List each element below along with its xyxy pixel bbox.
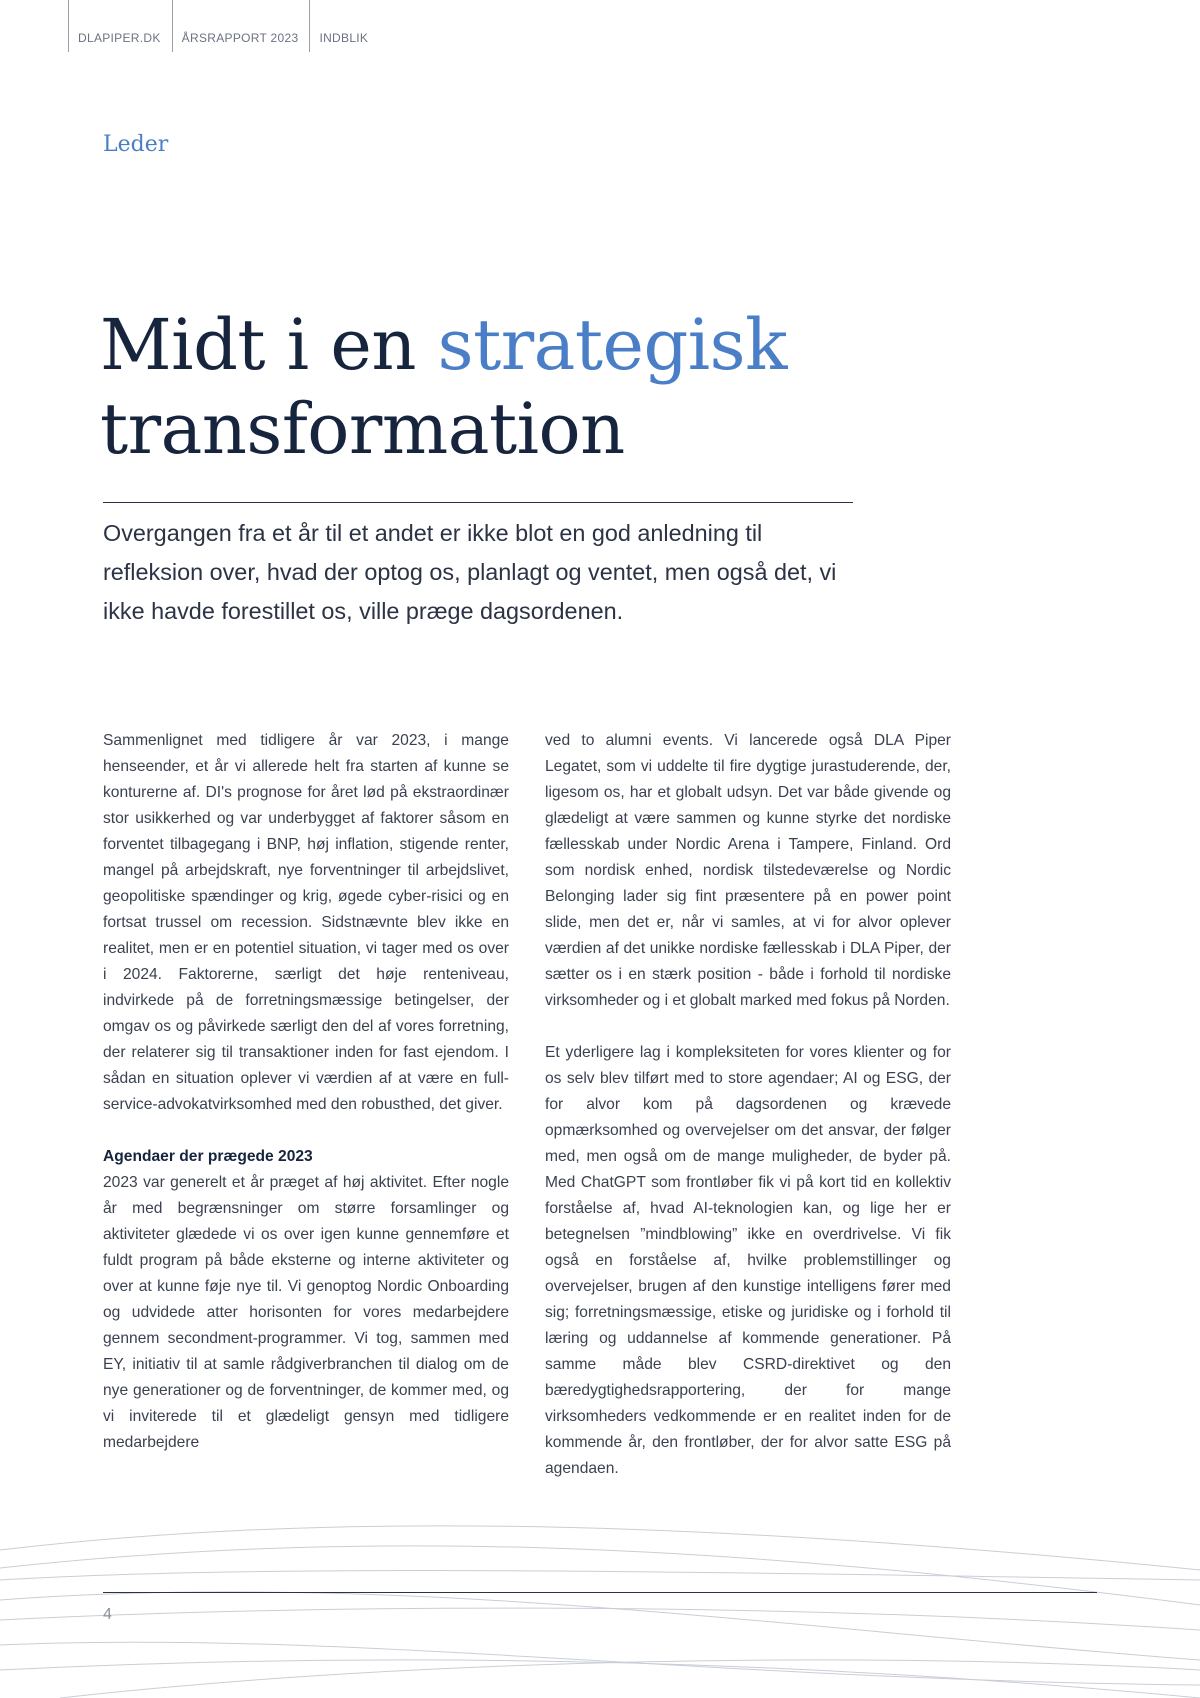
body-paragraph: ved to alumni events. Vi lancerede også DLA Piper Legatet, som vi uddelte til fire dygtige jurastuderende, der, ligesom os, har et globalt udsyn. Det var både givende og glædeligt at være sammen og kunne styrke det nordiske fællesskab under Nordic Arena i Tampere, Finland. Ord som nordisk enhed, nordisk tilstedeværelse og Nordic Belonging lader sig fint præsentere på en power point slide, men det er, når vi samles, at vi for alvor oplever værdien af det unikke nordiske fællesskab i DLA Piper, der sætter os i en stærk position - både i forhold til nordiske virksomheder og i et globalt marked med fokus på Norden. [545,732,951,1009]
page-number: 4 [103,1606,112,1623]
left-column [103,728,509,1508]
article-body [103,728,951,1508]
nav-link-indblik[interactable]: INDBLIK [309,0,379,52]
body-paragraph: 2023 var generelt et år præget af høj aktivitet. Efter nogle år med begrænsninger om større forsamlinger og aktiviteter glædede vi os over igen kunne gennemføre et fuldt program på både eksterne og interne aktiviteter og over at kunne føje nye til. Vi genoptog Nordic Onboarding og udvidede atter horisonten for vores medarbejdere gennem secondment-programmer. Vi tog, sammen med EY, initiativ til at samle rådgiverbranchen til dialog om de nye generationer og de forventninger, de kommer med, og vi inviterede til et glædeligt gensyn med tidligere medarbejdere [103,1174,509,1451]
page-title [100,303,787,471]
footer-divider [103,1592,1097,1593]
lead-paragraph: Overgangen fra et år til et andet er ikke blot en god anledning til refleksion over, hvad der optog os, planlagt og ventet, men også det, vi ikke havde forestillet os, ville præge dagsordenen. [103,520,837,624]
top-navigation [68,0,379,52]
decorative-wave-lines [0,1510,1200,1698]
section-label: Leder [103,132,169,157]
nav-link-dlapiper[interactable]: DLAPIPER.DK [68,0,172,52]
title-part-1: Midt i en [100,304,438,386]
nav-link-arsrapport-2023[interactable]: ÅRSRAPPORT 2023 [172,0,310,52]
title-part-2: transformation [100,388,625,470]
subheading: Agendaer der prægede 2023 [103,1148,313,1165]
right-column [545,728,951,1508]
title-divider [103,502,853,503]
body-paragraph: Et yderligere lag i kompleksiteten for vores klienter og for os selv blev tilført med to store agendaer; AI og ESG, der for alvor kom på dagsordenen og krævede opmærksomhed og overvejelser om det ansvar, der følger med, men også om de mange muligheder, de byder på. Med ChatGPT som frontløber fik vi på kort tid en kollektiv forståelse af, hvad AI-teknologien kan, og lige her er betegnelsen ”mindblowing” ikke en overdrivelse. Vi fik også en forståelse af, hvilke problemstillinger og overvejelser, brugen af den kunstige intelligens fører med sig; forretningsmæssige, etiske og juridiske og i forhold til læring og uddannelse af kommende generationer. På samme måde blev CSRD-direktivet og den bæredygtighedsrapportering, der for mange virksomheders vedkommende er en realitet inden for de kommende år, den frontløber, der for alvor satte ESG på agendaen. [545,1044,951,1477]
title-accent: strategisk [437,304,787,386]
body-paragraph: Sammenlignet med tidligere år var 2023, i mange henseender, et år vi allerede helt fra starten af kunne se konturerne af. DI's prognose for året lød på ekstraordinær stor usikkerhed og var underbygget af faktorer såsom en forventet tilbagegang i BNP, høj inflation, stigende renter, mangel på arbejdskraft, nye forventninger til arbejdslivet, geopolitiske spændinger og krig, øgede cyber-risici og en fortsat trussel om recession. Sidstnævnte blev ikke en realitet, men er en potentiel situation, vi tager med os over i 2024. Faktorerne, særligt det høje renteniveau, indvirkede på de forretningsmæssige betingelser, der omgav os og påvirkede særligt den del af vores forretning, der relaterer sig til transaktioner inden for fast ejendom. I sådan en situation oplever vi værdien af at være en full-service-advokatvirksomhed med den robusthed, det giver. [103,732,509,1113]
